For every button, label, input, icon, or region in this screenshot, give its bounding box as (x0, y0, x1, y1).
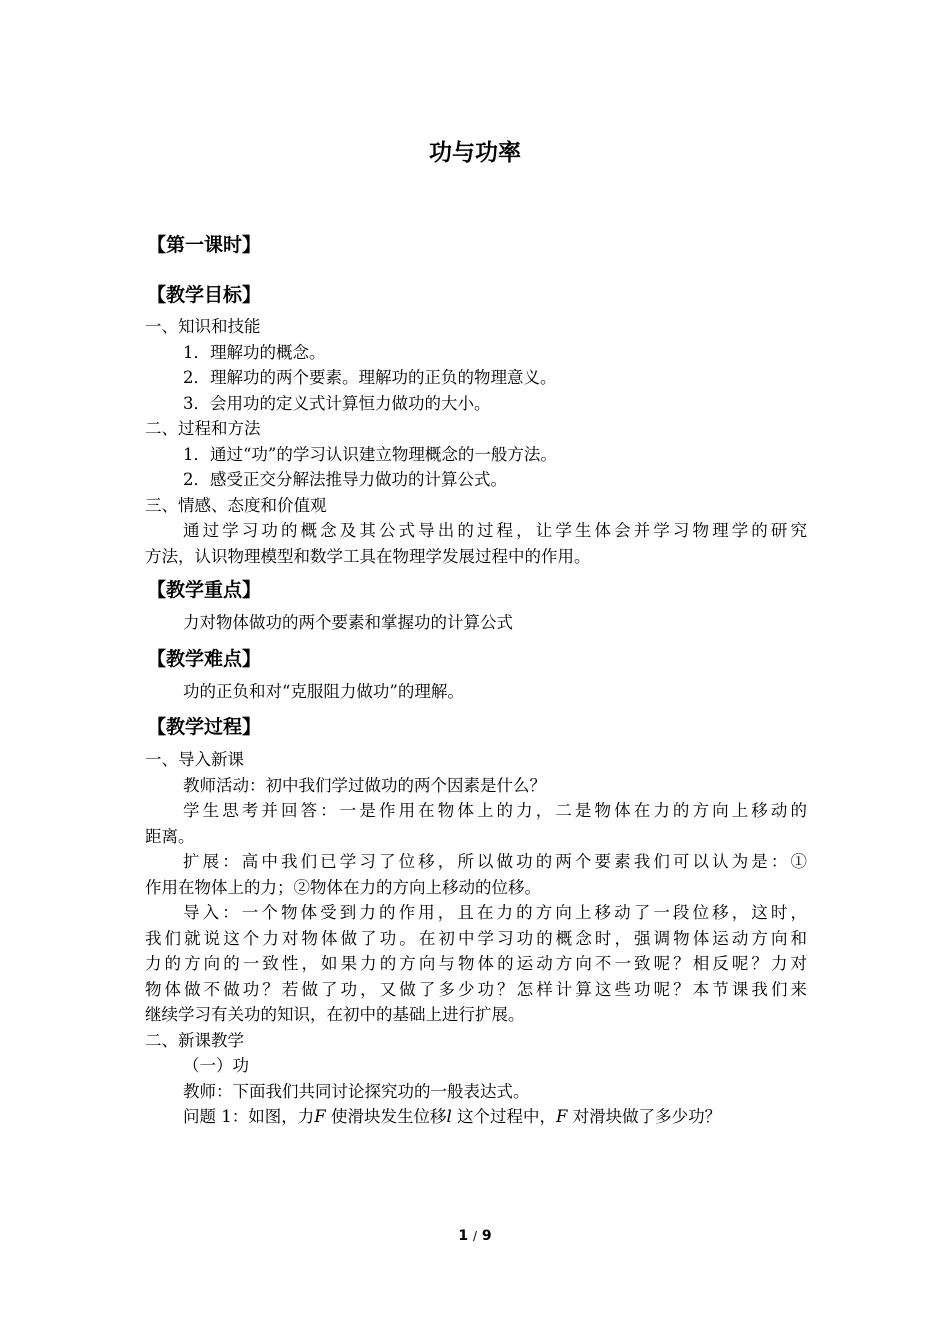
variable-force: F (555, 1107, 568, 1126)
paragraph-line: 作用在物体上的力；②物体在力的方向上移动的位移。 (145, 877, 541, 897)
process-part-title: 一、导入新课 (145, 750, 244, 769)
goal-item: 1．通过“功”的学习认识建立物理概念的一般方法。 (183, 444, 557, 464)
paragraph-line: 通过学习功的概念及其公式导出的过程，让学生体会并学习物理学的研究 (183, 521, 807, 540)
goal-paragraph (145, 518, 807, 569)
question-text: 问题 1：如图，力 (183, 1107, 315, 1126)
section-heading-goals: 【教学目标】 (147, 284, 262, 306)
goal-group-title: 三、情感、态度和价值观 (145, 495, 327, 515)
question-text: 对滑块做了多少功？ (567, 1107, 722, 1126)
paragraph-line: 继续学习有关功的知识，在初中的基础上进行扩展。 (145, 1005, 525, 1024)
current-page: 1 (458, 1228, 469, 1244)
student-answer (145, 798, 807, 849)
document-title: 功与功率 (429, 140, 521, 166)
paragraph-line: 方法，认识物理模型和数学工具在物理学发展过程中的作用。 (145, 546, 591, 566)
paragraph-line: 距离。 (145, 826, 195, 846)
question-text: 使滑块发生位移 (325, 1107, 447, 1126)
subsection-title: （一）功 (183, 1056, 249, 1075)
page-number (0, 1226, 950, 1246)
paragraph-line: 我们就说这个力对物体做了功。在初中学习功的概念时，强调物体运动方向和 (145, 928, 807, 948)
page-separator: / (472, 1229, 478, 1243)
paragraph-line: 力的方向的一致性，如果力的方向与物体的运动方向不一致呢？相反呢？力对 (145, 954, 807, 973)
question-text: 这个过程中， (451, 1107, 556, 1126)
goal-group-title: 一、知识和技能 (145, 317, 261, 336)
paragraph-line: 学生思考并回答：一是作用在物体上的力，二是物体在力的方向上移动的 (183, 801, 807, 820)
section-heading-key-points: 【教学重点】 (147, 579, 262, 601)
teacher-lead: 教师：下面我们共同讨论探究功的一般表达式。 (183, 1081, 530, 1101)
key-points-text: 力对物体做功的两个要素和掌握功的计算公式 (183, 613, 513, 632)
extension-paragraph (145, 849, 807, 900)
total-pages: 9 (481, 1228, 492, 1244)
document-body (145, 230, 807, 1130)
paragraph-line: 导入：一个物体受到力的作用，且在力的方向上移动了一段位移，这时， (183, 903, 807, 922)
paragraph-line: 扩展：高中我们已学习了位移，所以做功的两个要素我们可以认为是：① (183, 852, 807, 871)
goal-group-title: 二、过程和方法 (145, 419, 261, 438)
variable-force: F (314, 1107, 326, 1126)
section-heading-process: 【教学过程】 (147, 716, 262, 738)
section-heading-lesson: 【第一课时】 (147, 234, 262, 256)
variable-displacement: l (446, 1107, 452, 1126)
process-part-title: 二、新课教学 (145, 1030, 244, 1050)
teacher-question: 教师活动：初中我们学过做功的两个因素是什么？ (183, 775, 546, 795)
section-heading-difficulties: 【教学难点】 (147, 647, 262, 670)
question-1 (145, 1104, 807, 1130)
goal-item: 1．理解功的概念。 (183, 342, 326, 362)
difficulties-text: 功的正负和对“克服阻力做功”的理解。 (183, 681, 464, 701)
introduction-paragraph (145, 900, 807, 1028)
paragraph-line: 物体做不做功？若做了功，又做了多少功？怎样计算这些功呢？本节课我们来 (145, 979, 807, 999)
goal-item: 3．会用功的定义式计算恒力做功的大小。 (183, 393, 491, 413)
goal-item: 2．理解功的两个要素。理解功的正负的物理意义。 (183, 368, 557, 387)
goal-item: 2．感受正交分解法推导力做功的计算公式。 (183, 470, 507, 489)
